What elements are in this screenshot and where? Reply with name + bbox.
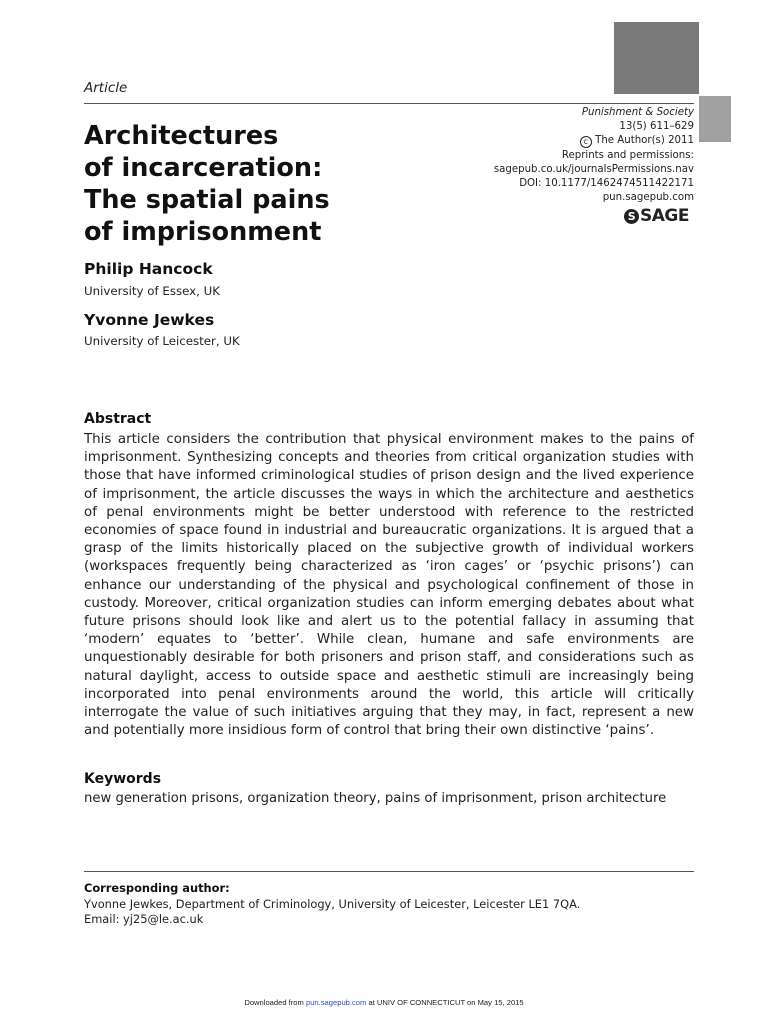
footer-suffix: at UNIV OF CONNECTICUT on May 15, 2015: [366, 998, 524, 1007]
title-line: The spatial pains: [84, 185, 330, 215]
corresponding-address: Yvonne Jewkes, Department of Criminology, University of Leicester, Leicester LE1 7QA.: [84, 897, 581, 911]
footer-prefix: Downloaded from: [244, 998, 306, 1007]
title-line: Architectures: [84, 121, 279, 151]
sage-mark-icon: S: [624, 209, 639, 224]
title-line: of imprisonment: [84, 217, 322, 247]
journal-info: [460, 106, 694, 205]
abstract-text: This article considers the contribution that physical environment makes to the pains of imprisonment. Synthesizing concepts and theories from critical organization studies with those that have informed criminological studies of prison design and the lived experience of imprisonment, the article discusses the ways in which the architecture and aesthetics of penal environments might be better understood with reference to the restricted economies of space found in industrial and bureaucratic organizations. It is argued that a grasp of the limits historically placed on the subjective growth of individual workers (workspaces frequently being characterized as ‘iron cages’ or ‘psychic prisons’) can enhance our understanding of the physical and psychological confinement of those in custody. Moreover, critical organization studies can inform emerging debates about what future prisons should look like and alert us to the potential fallacy in assuming that ‘modern’ equates to ‘better’. While clean, humane and safe environments are unquestionably desirable for both prisoners and prison staff, and considerations such as natural daylight, access to outside space and aesthetic stimuli are increasingly being incorporated into penal environments around the world, this article will critically interrogate the value of such initiatives arguing that they may, in fact, represent a new and potentially more insidious form of control that bring their own distinctive ‘pains’.: [84, 432, 694, 739]
header-rule: [84, 103, 694, 104]
corner-grey-block: [614, 22, 699, 94]
keywords-text: new generation prisons, organization theory, pains of imprisonment, prison architecture: [84, 791, 667, 806]
article-title: [84, 120, 454, 248]
sage-logo-text: SAGE: [640, 206, 689, 226]
article-type-label: Article: [84, 80, 128, 96]
corresponding-email: Email: yj25@le.ac.uk: [84, 912, 204, 926]
permissions-url: sagepub.co.uk/journalsPermissions.nav: [493, 163, 694, 175]
footer-link[interactable]: pun.sagepub.com: [305, 998, 367, 1007]
download-footer: [0, 998, 768, 1007]
author-affiliation: University of Essex, UK: [84, 284, 221, 298]
copyright-text: The Author(s) 2011: [595, 135, 694, 147]
doi: DOI: 10.1177/1462474511422171: [519, 178, 694, 190]
journal-name: Punishment & Society: [581, 107, 694, 118]
journal-site: pun.sagepub.com: [602, 192, 694, 204]
author-name: Philip Hancock: [84, 260, 213, 278]
keywords-heading: Keywords: [84, 771, 162, 787]
abstract-heading: Abstract: [84, 411, 152, 427]
sage-logo: [624, 206, 689, 226]
side-grey-tab: [699, 96, 731, 142]
copyright-icon: c: [580, 136, 592, 148]
footnote-rule: [84, 871, 694, 872]
author-name: Yvonne Jewkes: [84, 311, 215, 329]
reprints-label: Reprints and permissions:: [561, 149, 694, 161]
copyright-line: [460, 134, 694, 148]
author-affiliation: University of Leicester, UK: [84, 334, 240, 348]
title-line: of incarceration:: [84, 153, 323, 183]
journal-issue: 13(5) 611–629: [619, 121, 694, 133]
corresponding-author-heading: Corresponding author:: [84, 881, 230, 895]
